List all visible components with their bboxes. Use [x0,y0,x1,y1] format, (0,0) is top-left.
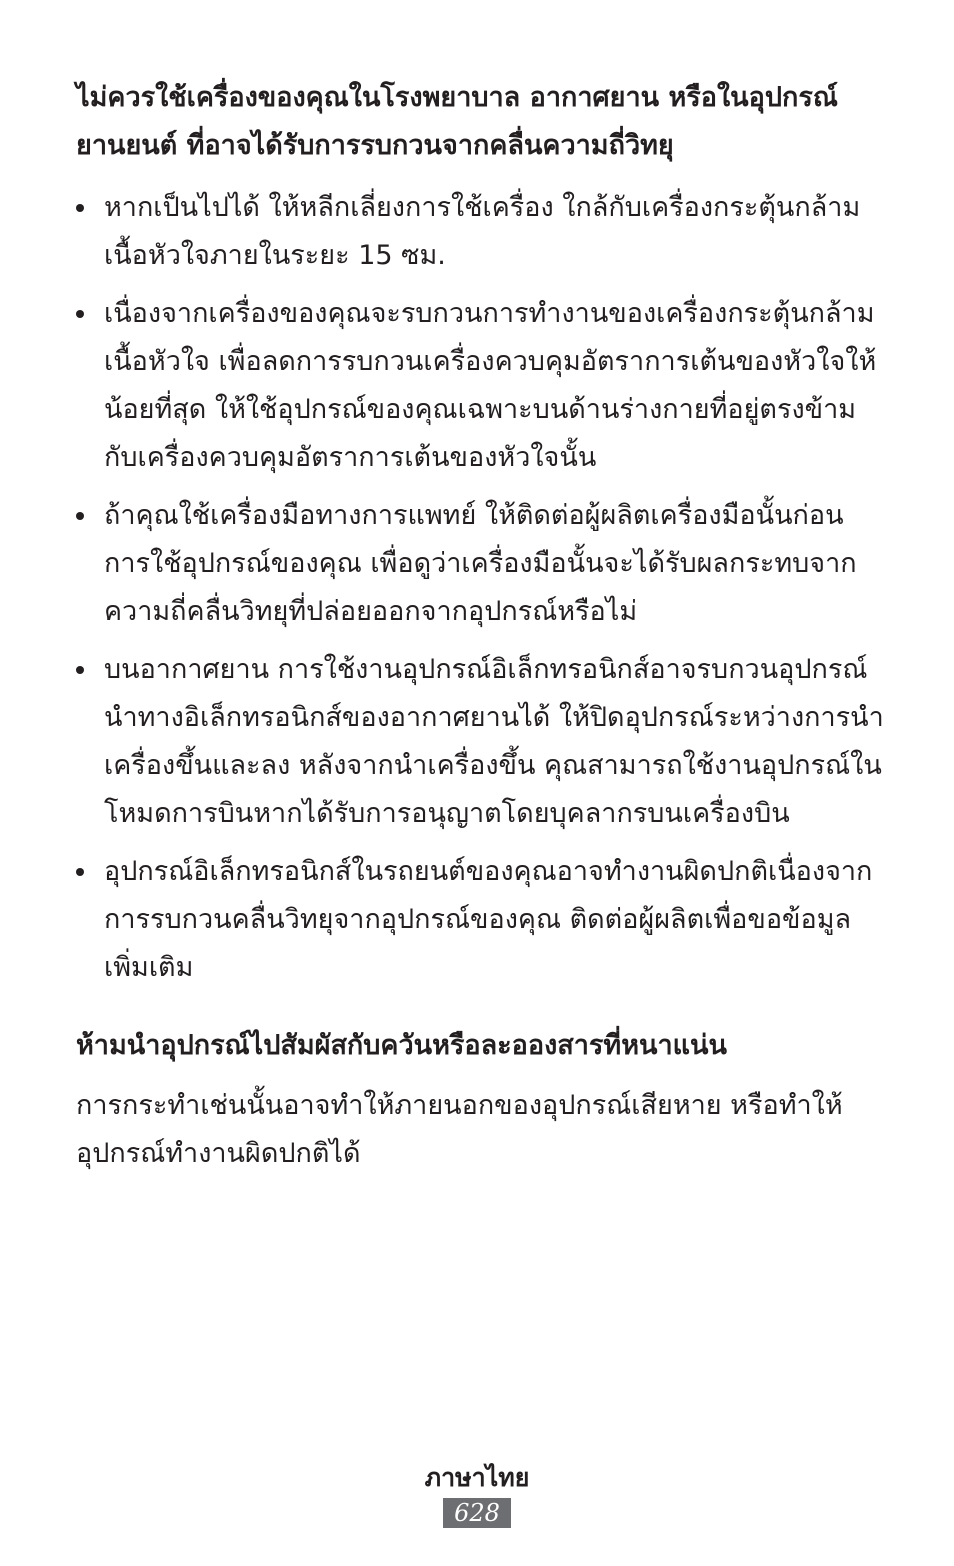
bullet-dot-icon [76,666,84,674]
list-item-text: เนื่องจากเครื่องของคุณจะรบกวนการทำงานของเครื่องกระตุ้นกล้ามเนื้อหัวใจ เพื่อลดการรบกวนเครื่องควบคุมอัตราการเต้นของหัวใจให้น้อยที่สุด ให้ใช้อุปกรณ์ของคุณเฉพาะบนด้านร่างกายที่อยู่ตรงข้ามกับเครื่องควบคุมอัตราการเต้นของหัวใจนั้น [104,298,877,473]
footer-language-label: ภาษาไทย [424,1463,530,1492]
bullet-dot-icon [76,310,84,318]
list-item [76,290,886,482]
list-item [76,848,886,992]
section-heading-smoke: ห้ามนำอุปกรณ์ไปสัมผัสกับควันหรือละอองสารที่หนาแน่น [76,1030,727,1061]
page-number-badge: 628 [443,1498,511,1528]
list-item-text: หากเป็นไปได้ ให้หลีกเลี่ยงการใช้เครื่อง ใกล้กับเครื่องกระตุ้นกล้ามเนื้อหัวใจภายในระยะ 15 ซม. [104,192,861,271]
bullet-dot-icon [76,512,84,520]
section-paragraph: การกระทำเช่นนั้นอาจทำให้ภายนอกของอุปกรณ์เสียหาย หรือทำให้อุปกรณ์ทำงานผิดปกติได้ [76,1090,843,1169]
section-heading-radio-interference: ไม่ควรใช้เครื่องของคุณในโรงพยาบาล อากาศยาน หรือในอุปกรณ์ยานยนต์ ที่อาจได้รับการรบกวนจากคลื่นความถี่วิทยุ [76,82,838,161]
bullet-dot-icon [76,868,84,876]
list-item-text: ถ้าคุณใช้เครื่องมือทางการแพทย์ ให้ติดต่อผู้ผลิตเครื่องมือนั้นก่อนการใช้อุปกรณ์ของคุณ เพื่อดูว่าเครื่องมือนั้นจะได้รับผลกระทบจากความถี่คลื่นวิทยุที่ปล่อยออกจากอุปกรณ์หรือไม่ [104,500,857,627]
page-footer [0,1460,954,1528]
list-item [76,492,886,636]
list-item-text: บนอากาศยาน การใช้งานอุปกรณ์อิเล็กทรอนิกส์อาจรบกวนอุปกรณ์นำทางอิเล็กทรอนิกส์ของอากาศยานได้ ให้ปิดอุปกรณ์ระหว่างการนำเครื่องขึ้นและลง หลังจากนำเครื่องขึ้น คุณสามารถใช้งานอุปกรณ์ในโหมดการบินหากได้รับการอนุญาตโดยบุคลากรบนเครื่องบิน [104,654,884,829]
list-item-text: อุปกรณ์อิเล็กทรอนิกส์ในรถยนต์ของคุณอาจทำงานผิดปกติเนื่องจากการรบกวนคลื่นวิทยุจากอุปกรณ์ของคุณ ติดต่อผู้ผลิตเพื่อขอข้อมูลเพิ่มเติม [104,856,873,983]
list-item [76,184,886,280]
bullet-list [76,184,886,992]
page-content [76,74,886,1178]
bullet-dot-icon [76,204,84,212]
list-item [76,646,886,838]
